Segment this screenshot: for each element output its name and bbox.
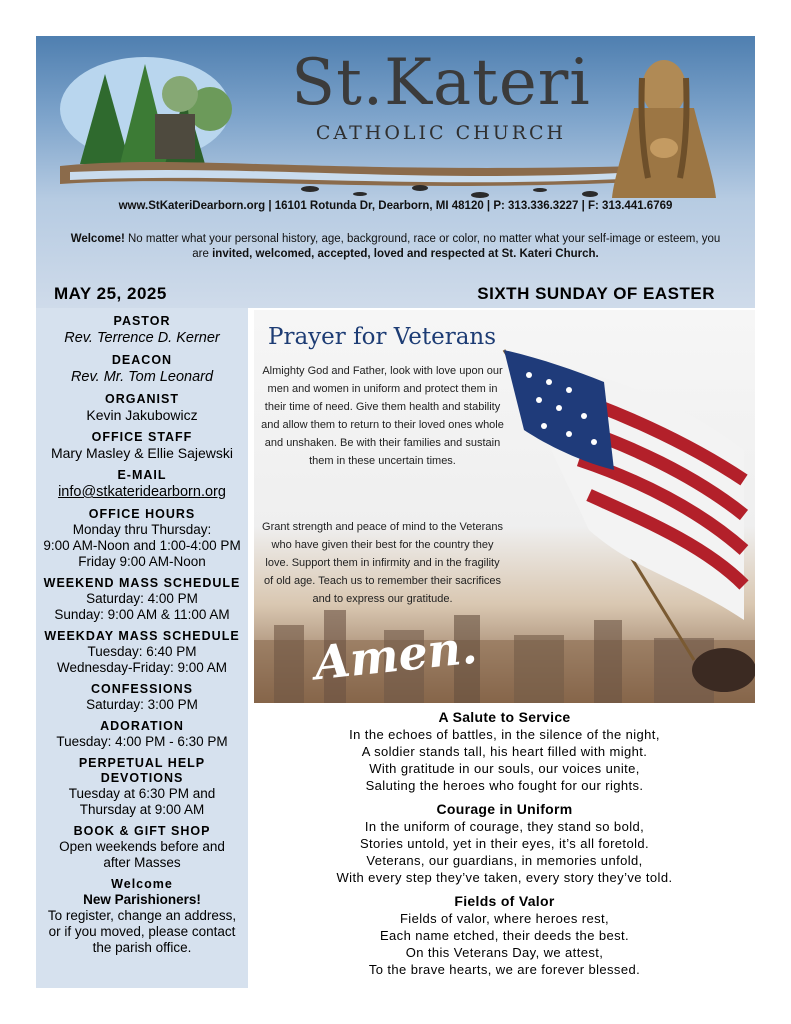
pastor-heading: PASTOR (113, 314, 171, 328)
prayer-title: Prayer for Veterans (268, 324, 497, 350)
weekend-mass-line: Saturday: 4:00 PM (86, 591, 198, 606)
poem-title: A Salute to Service (438, 709, 571, 725)
weekday-mass-line: Tuesday: 6:40 PM (87, 644, 197, 659)
new-parishioners-heading: New Parishioners! (83, 892, 201, 907)
staff-section (36, 430, 248, 462)
new-parishioners-section (36, 877, 248, 956)
poem-line: With every step they’ve taken, every story they’ve told. (336, 870, 673, 885)
poem-line: Veterans, our guardians, in memories unfold, (366, 853, 643, 868)
pastor-name: Rev. Terrence D. Kerner (64, 330, 220, 346)
welcome-text: No matter what your personal history, age, background, race or color, no matter what your self-image or esteem, you are (124, 233, 721, 260)
registration-line: To register, change an address, (47, 908, 237, 923)
poem-line: In the echoes of battles, in the silence of the night, (349, 727, 660, 742)
bulletin-header (36, 36, 755, 308)
prayer-paragraph-2: Grant strength and peace of mind to the Veterans who have given their best for the country they love. Support them in infirmity and in the fragility of old age. Teach us to remember their sacrifices and to express our gratitude. (262, 521, 503, 605)
welcome-statement (66, 232, 725, 262)
welcome-bold-end: invited, welcomed, accepted, loved and respected at St. Kateri Church. (212, 248, 599, 260)
poem-line: A soldier stands tall, his heart filled with might. (361, 744, 648, 759)
poem-line: Saluting the heroes who fought for our rights. (365, 778, 644, 793)
office-hours-section (36, 507, 248, 570)
veterans-poems (254, 708, 755, 984)
email-section (36, 468, 248, 501)
devotions-line: Tuesday at 6:30 PM and (68, 786, 216, 801)
american-flag-graphic (494, 330, 755, 703)
gift-shop-heading: BOOK & GIFT SHOP (73, 824, 211, 838)
gift-shop-line: after Masses (103, 855, 181, 870)
devotions-heading: PERPETUAL HELP DEVOTIONS (78, 756, 206, 785)
st-kateri-statue-image (604, 48, 724, 198)
pastor-section (36, 314, 248, 347)
adoration-section (36, 719, 248, 750)
welcome-heading: Welcome (111, 877, 173, 891)
poem-line: Each name etched, their deeds the best. (379, 928, 630, 943)
registration-line: or if you moved, please contact (48, 924, 236, 939)
office-hours-line: Monday thru Thursday: (72, 522, 212, 537)
church-name-title: St.Kateri (291, 46, 591, 120)
prayer-paragraph-1: Almighty God and Father, look with love upon our men and women in uniform and protect them in their time of need. Give them health and stability and allow them to return to their loved ones whole and unshaken. Be with their families and sustain them in these uncertain times. (261, 365, 504, 467)
poem-line: Stories untold, yet in their eyes, it’s all foretold. (359, 836, 650, 851)
bulletin-date: MAY 25, 2025 (54, 284, 167, 303)
poem (254, 800, 755, 886)
organist-section (36, 392, 248, 424)
parish-info-sidebar (36, 308, 248, 988)
deacon-section (36, 353, 248, 386)
amen-script: Amen. (311, 619, 480, 691)
gift-shop-line: Open weekends before and (59, 839, 225, 854)
devotions-line: Thursday at 9:00 AM (79, 802, 205, 817)
poem-line: Fields of valor, where heroes rest, (399, 911, 610, 926)
gift-shop-section (36, 824, 248, 871)
church-subtitle: CATHOLIC CHURCH (315, 122, 567, 144)
weekday-mass-heading: WEEKDAY MASS SCHEDULE (44, 629, 240, 643)
weekend-mass-line: Sunday: 9:00 AM & 11:00 AM (54, 607, 230, 622)
liturgical-day: SIXTH SUNDAY OF EASTER (477, 284, 715, 303)
poem-line: To the brave hearts, we are forever blessed. (368, 962, 641, 977)
adoration-heading: ADORATION (100, 719, 184, 733)
email-heading: E-MAIL (117, 468, 167, 482)
deacon-heading: DEACON (111, 353, 173, 367)
registration-line: the parish office. (92, 940, 192, 955)
email-link[interactable]: info@stkateridearborn.org (58, 484, 226, 500)
weekday-mass-line: Wednesday-Friday: 9:00 AM (56, 660, 228, 675)
office-hours-line: 9:00 AM-Noon and 1:00-4:00 PM (43, 538, 241, 553)
prayer-for-veterans-image (254, 310, 755, 703)
weekend-mass-section (36, 576, 248, 623)
poem (254, 708, 755, 794)
organist-heading: ORGANIST (105, 392, 179, 406)
devotions-section (36, 756, 248, 818)
poem-title: Fields of Valor (454, 893, 555, 909)
confessions-heading: CONFESSIONS (91, 682, 193, 696)
poem (254, 892, 755, 978)
welcome-bold-lead: Welcome! (70, 233, 125, 245)
weekday-mass-section (36, 629, 248, 676)
adoration-time: Tuesday: 4:00 PM - 6:30 PM (56, 734, 228, 749)
poem-line: With gratitude in our souls, our voices unite, (369, 761, 640, 776)
contact-line: www.StKateriDearborn.org | 16101 Rotunda Dr, Dearborn, MI 48120 | P: 313.336.3227 | F: 313.441.6769 (118, 200, 673, 212)
organist-name: Kevin Jakubowicz (86, 407, 198, 423)
staff-heading: OFFICE STAFF (91, 430, 193, 444)
weekend-mass-heading: WEEKEND MASS SCHEDULE (43, 576, 241, 590)
poem-line: In the uniform of courage, they stand so bold, (364, 819, 645, 834)
confessions-time: Saturday: 3:00 PM (86, 697, 198, 712)
poem-line: On this Veterans Day, we attest, (405, 945, 604, 960)
confessions-section (36, 682, 248, 713)
poem-title: Courage in Uniform (436, 801, 573, 817)
office-hours-line: Friday 9:00 AM-Noon (78, 554, 206, 569)
office-hours-heading: OFFICE HOURS (88, 507, 196, 521)
staff-names: Mary Masley & Ellie Sajewski (50, 445, 234, 461)
deacon-name: Rev. Mr. Tom Leonard (70, 369, 214, 385)
